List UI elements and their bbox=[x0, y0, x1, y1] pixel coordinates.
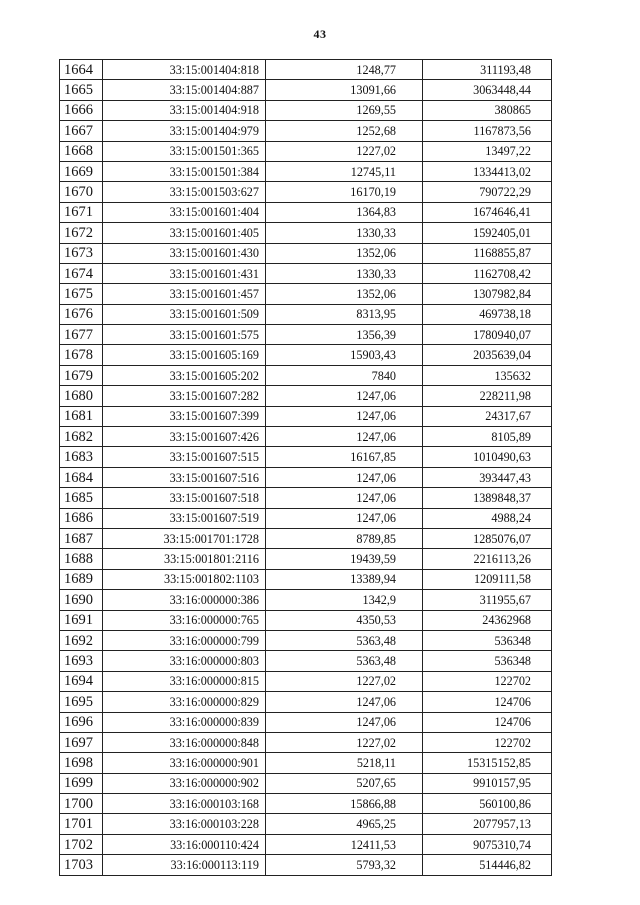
value-cell: 2216113,26 bbox=[423, 549, 552, 569]
value-cell: 1162708,42 bbox=[423, 263, 552, 283]
value-cell: 9910157,95 bbox=[423, 773, 552, 793]
area-cell: 1252,68 bbox=[266, 121, 423, 141]
value-cell: 1780940,07 bbox=[423, 325, 552, 345]
value-cell: 122702 bbox=[423, 732, 552, 752]
area-cell: 1364,83 bbox=[266, 202, 423, 222]
table-row bbox=[60, 712, 552, 732]
cadastral-number-cell: 33:15:001607:282 bbox=[103, 386, 266, 406]
row-number-cell: 1695 bbox=[60, 692, 103, 712]
area-cell: 1247,06 bbox=[266, 488, 423, 508]
row-number-cell: 1702 bbox=[60, 834, 103, 854]
cadastral-number-cell: 33:15:001601:457 bbox=[103, 284, 266, 304]
table-row bbox=[60, 692, 552, 712]
table-row bbox=[60, 365, 552, 385]
area-cell: 5207,65 bbox=[266, 773, 423, 793]
value-cell: 13497,22 bbox=[423, 141, 552, 161]
row-number-cell: 1688 bbox=[60, 549, 103, 569]
row-number-cell: 1692 bbox=[60, 630, 103, 650]
table-row bbox=[60, 528, 552, 548]
cadastral-number-cell: 33:15:001601:404 bbox=[103, 202, 266, 222]
area-cell: 1269,55 bbox=[266, 100, 423, 120]
value-cell: 1674646,41 bbox=[423, 202, 552, 222]
table-row bbox=[60, 223, 552, 243]
cadastral-number-cell: 33:15:001404:979 bbox=[103, 121, 266, 141]
row-number-cell: 1690 bbox=[60, 590, 103, 610]
value-cell: 1334413,02 bbox=[423, 161, 552, 181]
area-cell: 5363,48 bbox=[266, 651, 423, 671]
row-number-cell: 1676 bbox=[60, 304, 103, 324]
table-row bbox=[60, 80, 552, 100]
row-number-cell: 1700 bbox=[60, 794, 103, 814]
value-cell: 124706 bbox=[423, 692, 552, 712]
area-cell: 1247,06 bbox=[266, 406, 423, 426]
cadastral-number-cell: 33:16:000103:168 bbox=[103, 794, 266, 814]
value-cell: 1307982,84 bbox=[423, 284, 552, 304]
area-cell: 15866,88 bbox=[266, 794, 423, 814]
area-cell: 1227,02 bbox=[266, 671, 423, 691]
cadastral-number-cell: 33:15:001404:887 bbox=[103, 80, 266, 100]
area-cell: 1330,33 bbox=[266, 263, 423, 283]
value-cell: 536348 bbox=[423, 651, 552, 671]
row-number-cell: 1671 bbox=[60, 202, 103, 222]
value-cell: 1168855,87 bbox=[423, 243, 552, 263]
cadastral-number-cell: 33:16:000000:901 bbox=[103, 753, 266, 773]
row-number-cell: 1685 bbox=[60, 488, 103, 508]
area-cell: 1247,06 bbox=[266, 712, 423, 732]
value-cell: 514446,82 bbox=[423, 855, 552, 875]
value-cell: 536348 bbox=[423, 630, 552, 650]
cadastral-number-cell: 33:16:000000:386 bbox=[103, 590, 266, 610]
area-cell: 1352,06 bbox=[266, 284, 423, 304]
row-number-cell: 1680 bbox=[60, 386, 103, 406]
cadastral-number-cell: 33:16:000000:902 bbox=[103, 773, 266, 793]
table-row bbox=[60, 121, 552, 141]
cadastral-number-cell: 33:16:000110:424 bbox=[103, 834, 266, 854]
row-number-cell: 1683 bbox=[60, 447, 103, 467]
table-row bbox=[60, 834, 552, 854]
value-cell: 1389848,37 bbox=[423, 488, 552, 508]
area-cell: 1356,39 bbox=[266, 325, 423, 345]
row-number-cell: 1696 bbox=[60, 712, 103, 732]
cadastral-number-cell: 33:15:001601:405 bbox=[103, 223, 266, 243]
value-cell: 1592405,01 bbox=[423, 223, 552, 243]
value-cell: 124706 bbox=[423, 712, 552, 732]
row-number-cell: 1665 bbox=[60, 80, 103, 100]
value-cell: 135632 bbox=[423, 365, 552, 385]
table-row bbox=[60, 345, 552, 365]
row-number-cell: 1684 bbox=[60, 467, 103, 487]
table-row bbox=[60, 814, 552, 834]
area-cell: 8789,85 bbox=[266, 528, 423, 548]
row-number-cell: 1693 bbox=[60, 651, 103, 671]
row-number-cell: 1672 bbox=[60, 223, 103, 243]
area-cell: 8313,95 bbox=[266, 304, 423, 324]
value-cell: 4988,24 bbox=[423, 508, 552, 528]
area-cell: 16170,19 bbox=[266, 182, 423, 202]
table-row bbox=[60, 60, 552, 80]
cadastral-number-cell: 33:15:001601:430 bbox=[103, 243, 266, 263]
table-row bbox=[60, 651, 552, 671]
table-row bbox=[60, 284, 552, 304]
value-cell: 3063448,44 bbox=[423, 80, 552, 100]
row-number-cell: 1675 bbox=[60, 284, 103, 304]
value-cell: 311193,48 bbox=[423, 60, 552, 80]
cadastral-number-cell: 33:15:001607:518 bbox=[103, 488, 266, 508]
table-row bbox=[60, 406, 552, 426]
cadastral-number-cell: 33:15:001605:202 bbox=[103, 365, 266, 385]
row-number-cell: 1701 bbox=[60, 814, 103, 834]
cadastral-number-cell: 33:15:001801:2116 bbox=[103, 549, 266, 569]
cadastral-table-body bbox=[60, 60, 552, 876]
value-cell: 122702 bbox=[423, 671, 552, 691]
area-cell: 15903,43 bbox=[266, 345, 423, 365]
row-number-cell: 1698 bbox=[60, 753, 103, 773]
table-row bbox=[60, 161, 552, 181]
table-row bbox=[60, 794, 552, 814]
area-cell: 1247,06 bbox=[266, 386, 423, 406]
area-cell: 1247,06 bbox=[266, 692, 423, 712]
cadastral-number-cell: 33:15:001605:169 bbox=[103, 345, 266, 365]
cadastral-number-cell: 33:15:001404:818 bbox=[103, 60, 266, 80]
table-row bbox=[60, 100, 552, 120]
area-cell: 1227,02 bbox=[266, 141, 423, 161]
area-cell: 19439,59 bbox=[266, 549, 423, 569]
cadastral-number-cell: 33:16:000000:815 bbox=[103, 671, 266, 691]
table-row bbox=[60, 141, 552, 161]
table-row bbox=[60, 263, 552, 283]
value-cell: 1167873,56 bbox=[423, 121, 552, 141]
value-cell: 311955,67 bbox=[423, 590, 552, 610]
area-cell: 7840 bbox=[266, 365, 423, 385]
cadastral-number-cell: 33:15:001501:365 bbox=[103, 141, 266, 161]
cadastral-number-cell: 33:15:001802:1103 bbox=[103, 569, 266, 589]
table-row bbox=[60, 508, 552, 528]
row-number-cell: 1699 bbox=[60, 773, 103, 793]
area-cell: 5793,32 bbox=[266, 855, 423, 875]
cadastral-number-cell: 33:16:000000:848 bbox=[103, 732, 266, 752]
row-number-cell: 1666 bbox=[60, 100, 103, 120]
value-cell: 1285076,07 bbox=[423, 528, 552, 548]
row-number-cell: 1691 bbox=[60, 610, 103, 630]
cadastral-number-cell: 33:16:000000:829 bbox=[103, 692, 266, 712]
table-row bbox=[60, 855, 552, 875]
table-row bbox=[60, 325, 552, 345]
area-cell: 5218,11 bbox=[266, 753, 423, 773]
table-row bbox=[60, 467, 552, 487]
page-number: 43 bbox=[313, 27, 327, 41]
cadastral-number-cell: 33:15:001601:431 bbox=[103, 263, 266, 283]
row-number-cell: 1664 bbox=[60, 60, 103, 80]
value-cell: 9075310,74 bbox=[423, 834, 552, 854]
table-row bbox=[60, 590, 552, 610]
table-row bbox=[60, 304, 552, 324]
cadastral-number-cell: 33:16:000000:839 bbox=[103, 712, 266, 732]
cadastral-number-cell: 33:16:000103:228 bbox=[103, 814, 266, 834]
cadastral-number-cell: 33:15:001607:515 bbox=[103, 447, 266, 467]
cadastral-number-cell: 33:15:001607:516 bbox=[103, 467, 266, 487]
row-number-cell: 1678 bbox=[60, 345, 103, 365]
table-row bbox=[60, 549, 552, 569]
row-number-cell: 1681 bbox=[60, 406, 103, 426]
row-number-cell: 1677 bbox=[60, 325, 103, 345]
area-cell: 13389,94 bbox=[266, 569, 423, 589]
value-cell: 393447,43 bbox=[423, 467, 552, 487]
value-cell: 2077957,13 bbox=[423, 814, 552, 834]
table-row bbox=[60, 182, 552, 202]
table-row bbox=[60, 569, 552, 589]
cadastral-number-cell: 33:15:001404:918 bbox=[103, 100, 266, 120]
area-cell: 16167,85 bbox=[266, 447, 423, 467]
table-row bbox=[60, 427, 552, 447]
row-number-cell: 1697 bbox=[60, 732, 103, 752]
cadastral-number-cell: 33:15:001501:384 bbox=[103, 161, 266, 181]
table-row bbox=[60, 732, 552, 752]
area-cell: 1352,06 bbox=[266, 243, 423, 263]
row-number-cell: 1689 bbox=[60, 569, 103, 589]
value-cell: 15315152,85 bbox=[423, 753, 552, 773]
cadastral-table bbox=[59, 59, 552, 876]
area-cell: 13091,66 bbox=[266, 80, 423, 100]
cadastral-number-cell: 33:15:001607:519 bbox=[103, 508, 266, 528]
cadastral-table-container bbox=[59, 59, 551, 876]
row-number-cell: 1669 bbox=[60, 161, 103, 181]
area-cell: 1247,06 bbox=[266, 508, 423, 528]
row-number-cell: 1674 bbox=[60, 263, 103, 283]
cadastral-number-cell: 33:15:001503:627 bbox=[103, 182, 266, 202]
table-row bbox=[60, 671, 552, 691]
value-cell: 2035639,04 bbox=[423, 345, 552, 365]
area-cell: 1247,06 bbox=[266, 467, 423, 487]
cadastral-number-cell: 33:16:000113:119 bbox=[103, 855, 266, 875]
area-cell: 12411,53 bbox=[266, 834, 423, 854]
row-number-cell: 1679 bbox=[60, 365, 103, 385]
cadastral-number-cell: 33:16:000000:799 bbox=[103, 630, 266, 650]
cadastral-number-cell: 33:15:001601:509 bbox=[103, 304, 266, 324]
value-cell: 8105,89 bbox=[423, 427, 552, 447]
value-cell: 228211,98 bbox=[423, 386, 552, 406]
value-cell: 24317,67 bbox=[423, 406, 552, 426]
table-row bbox=[60, 243, 552, 263]
row-number-cell: 1703 bbox=[60, 855, 103, 875]
cadastral-number-cell: 33:15:001607:399 bbox=[103, 406, 266, 426]
cadastral-number-cell: 33:15:001607:426 bbox=[103, 427, 266, 447]
area-cell: 1247,06 bbox=[266, 427, 423, 447]
value-cell: 380865 bbox=[423, 100, 552, 120]
cadastral-number-cell: 33:16:000000:765 bbox=[103, 610, 266, 630]
value-cell: 24362968 bbox=[423, 610, 552, 630]
value-cell: 1010490,63 bbox=[423, 447, 552, 467]
value-cell: 560100,86 bbox=[423, 794, 552, 814]
value-cell: 469738,18 bbox=[423, 304, 552, 324]
row-number-cell: 1682 bbox=[60, 427, 103, 447]
area-cell: 1342,9 bbox=[266, 590, 423, 610]
area-cell: 12745,11 bbox=[266, 161, 423, 181]
area-cell: 4965,25 bbox=[266, 814, 423, 834]
area-cell: 1248,77 bbox=[266, 60, 423, 80]
area-cell: 1330,33 bbox=[266, 223, 423, 243]
table-row bbox=[60, 488, 552, 508]
row-number-cell: 1687 bbox=[60, 528, 103, 548]
table-row bbox=[60, 753, 552, 773]
row-number-cell: 1668 bbox=[60, 141, 103, 161]
row-number-cell: 1673 bbox=[60, 243, 103, 263]
cadastral-number-cell: 33:15:001601:575 bbox=[103, 325, 266, 345]
table-row bbox=[60, 386, 552, 406]
area-cell: 1227,02 bbox=[266, 732, 423, 752]
table-row bbox=[60, 202, 552, 222]
row-number-cell: 1670 bbox=[60, 182, 103, 202]
cadastral-number-cell: 33:15:001701:1728 bbox=[103, 528, 266, 548]
row-number-cell: 1694 bbox=[60, 671, 103, 691]
row-number-cell: 1686 bbox=[60, 508, 103, 528]
table-row bbox=[60, 773, 552, 793]
table-row bbox=[60, 447, 552, 467]
cadastral-number-cell: 33:16:000000:803 bbox=[103, 651, 266, 671]
row-number-cell: 1667 bbox=[60, 121, 103, 141]
value-cell: 1209111,58 bbox=[423, 569, 552, 589]
area-cell: 5363,48 bbox=[266, 630, 423, 650]
table-row bbox=[60, 610, 552, 630]
table-row bbox=[60, 630, 552, 650]
area-cell: 4350,53 bbox=[266, 610, 423, 630]
value-cell: 790722,29 bbox=[423, 182, 552, 202]
